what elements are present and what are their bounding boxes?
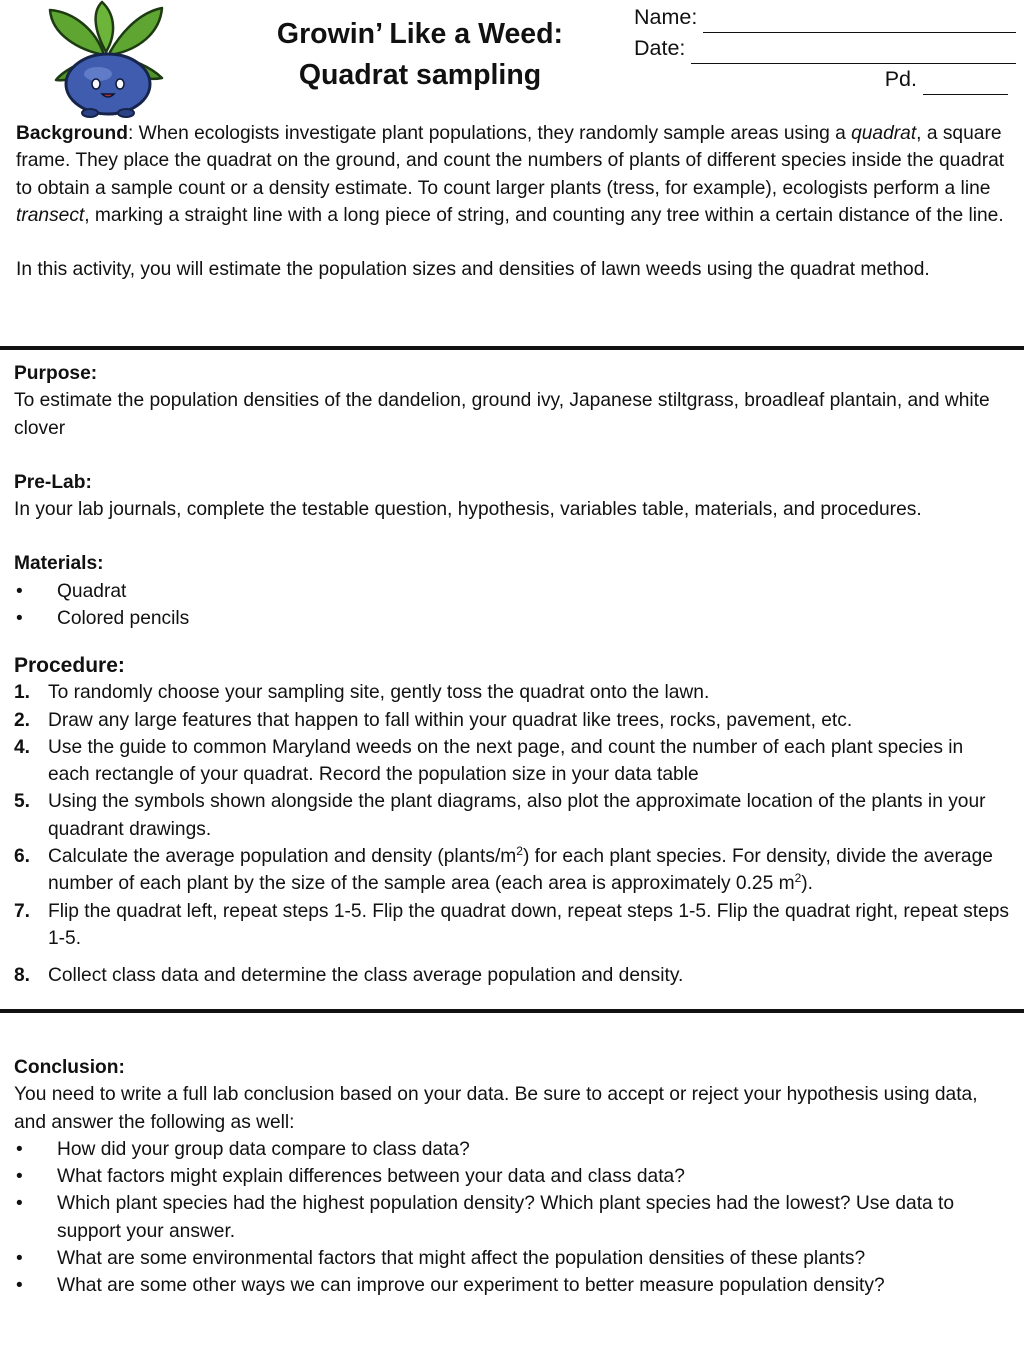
purpose-heading: Purpose: (14, 363, 98, 384)
step-text-c: ). (801, 873, 814, 895)
procedure-heading: Procedure: (14, 654, 125, 677)
name-label: Name: (634, 5, 698, 29)
name-blank[interactable] (703, 12, 1016, 33)
list-item: • Quadrat (14, 578, 1009, 605)
step-number: 5. (14, 791, 31, 813)
step-text: Draw any large features that happen to fall within your quadrat like trees, rocks, pavement, etc. (48, 709, 853, 731)
purpose-section (14, 360, 1009, 632)
materials-heading: Materials: (14, 553, 104, 575)
background-text-1: : When ecologists investigate plant populations, they randomly sample areas using a (127, 123, 852, 144)
step-text: Use the guide to common Maryland weeds on the next page, and count the number of each plant species in each rectangle of your quadrat. Record the population size in your data table (48, 736, 964, 786)
list-item: • Which plant species had the highest population density? Which plant species had the lowest? Use data to support your answer. (14, 1190, 1009, 1245)
list-item (14, 679, 1009, 706)
date-label: Date: (634, 36, 686, 60)
conclusion-text: You need to write a full lab conclusion based on your data. Be sure to accept or reject your hypothesis using data, and answer the following as well: (14, 1084, 978, 1133)
period-label: Pd. (884, 67, 917, 91)
step-text-a: Calculate the average population and density (plants/m (48, 846, 517, 868)
conclusion-questions (14, 1136, 1009, 1300)
step-number: 4. (14, 736, 31, 758)
name-field[interactable] (634, 2, 1016, 33)
background-label: Background (16, 123, 128, 144)
materials-list (14, 578, 1009, 633)
date-field[interactable] (634, 33, 1016, 64)
list-item: • What are some other ways we can improve our experiment to better measure population density? (14, 1272, 1009, 1299)
worksheet-title (230, 14, 610, 96)
list-item (14, 843, 1009, 898)
step-number: 6. (14, 846, 31, 868)
background-paragraph (16, 120, 1011, 229)
list-item (14, 734, 1009, 789)
section-divider (0, 1009, 1024, 1013)
prelab-text: In your lab journals, complete the testable question, hypothesis, variables table, materials, and procedures. (14, 499, 922, 521)
background-text-2: , a square frame. They place the quadrat on the ground, and count the numbers of plants of different species inside the quadrat to obtain a sample count or a density estimate. To count larger plants (tress, for example), ecologists perform a line (16, 123, 1005, 199)
list-item (14, 962, 1009, 989)
list-item: • What are some environmental factors that might affect the population densities of these plants? (14, 1245, 1009, 1272)
period-blank[interactable] (923, 74, 1008, 95)
list-item: • How did your group data compare to class data? (14, 1136, 1009, 1163)
procedure-steps (14, 679, 1009, 989)
student-info-fields (634, 2, 1016, 95)
background-term-quadrat: quadrat (851, 123, 917, 144)
purpose-text: To estimate the population densities of the dandelion, ground ivy, Japanese stiltgrass, broadleaf plantain, and white clover (14, 390, 990, 439)
step-text: To randomly choose your sampling site, gently toss the quadrat onto the lawn. (48, 682, 710, 704)
conclusion-section (14, 1054, 1009, 1300)
procedure-section (14, 652, 1009, 990)
superscript: 2 (794, 871, 802, 886)
step-number: 7. (14, 900, 31, 922)
title-line-2: Quadrat sampling (298, 59, 542, 91)
date-blank[interactable] (691, 43, 1016, 64)
step-number: 1. (14, 682, 31, 704)
step-text: Collect class data and determine the class average population and density. (48, 965, 684, 987)
background-section (16, 120, 1011, 283)
list-item (14, 788, 1009, 843)
oddish-plant-icon (44, 0, 176, 118)
section-divider (0, 346, 1024, 350)
list-item (14, 898, 1009, 953)
background-paragraph-2: In this activity, you will estimate the population sizes and densities of lawn weeds using the quadrat method. (16, 259, 930, 281)
background-term-transect: transect (16, 204, 85, 226)
period-field[interactable] (634, 64, 1008, 95)
step-text: Flip the quadrat left, repeat steps 1-5. Flip the quadrat down, repeat steps 1-5. Flip the quadrat right, repeat steps 1-5. (48, 900, 1009, 949)
step-number: 2. (14, 709, 31, 731)
step-text: Using the symbols shown alongside the plant diagrams, also plot the approximate location of the plants in your quadrant drawings. (48, 791, 986, 840)
list-item (14, 707, 1009, 734)
list-item: • What factors might explain differences between your data and class data? (14, 1163, 1009, 1190)
step-number: 8. (14, 965, 31, 987)
conclusion-heading: Conclusion: (14, 1057, 125, 1078)
title-line-1: Growin’ Like a Weed: (276, 18, 564, 50)
background-text-3: , marking a straight line with a long piece of string, and counting any tree within a certain distance of the line. (84, 204, 1004, 226)
list-item: • Colored pencils (14, 605, 1009, 632)
prelab-heading: Pre-Lab: (14, 471, 92, 493)
superscript: 2 (516, 844, 523, 859)
step-text-b: ) for each plant species. For density, divide the average number of each plant by the size of the sample area (each area is approximately 0.25 m (48, 846, 993, 895)
